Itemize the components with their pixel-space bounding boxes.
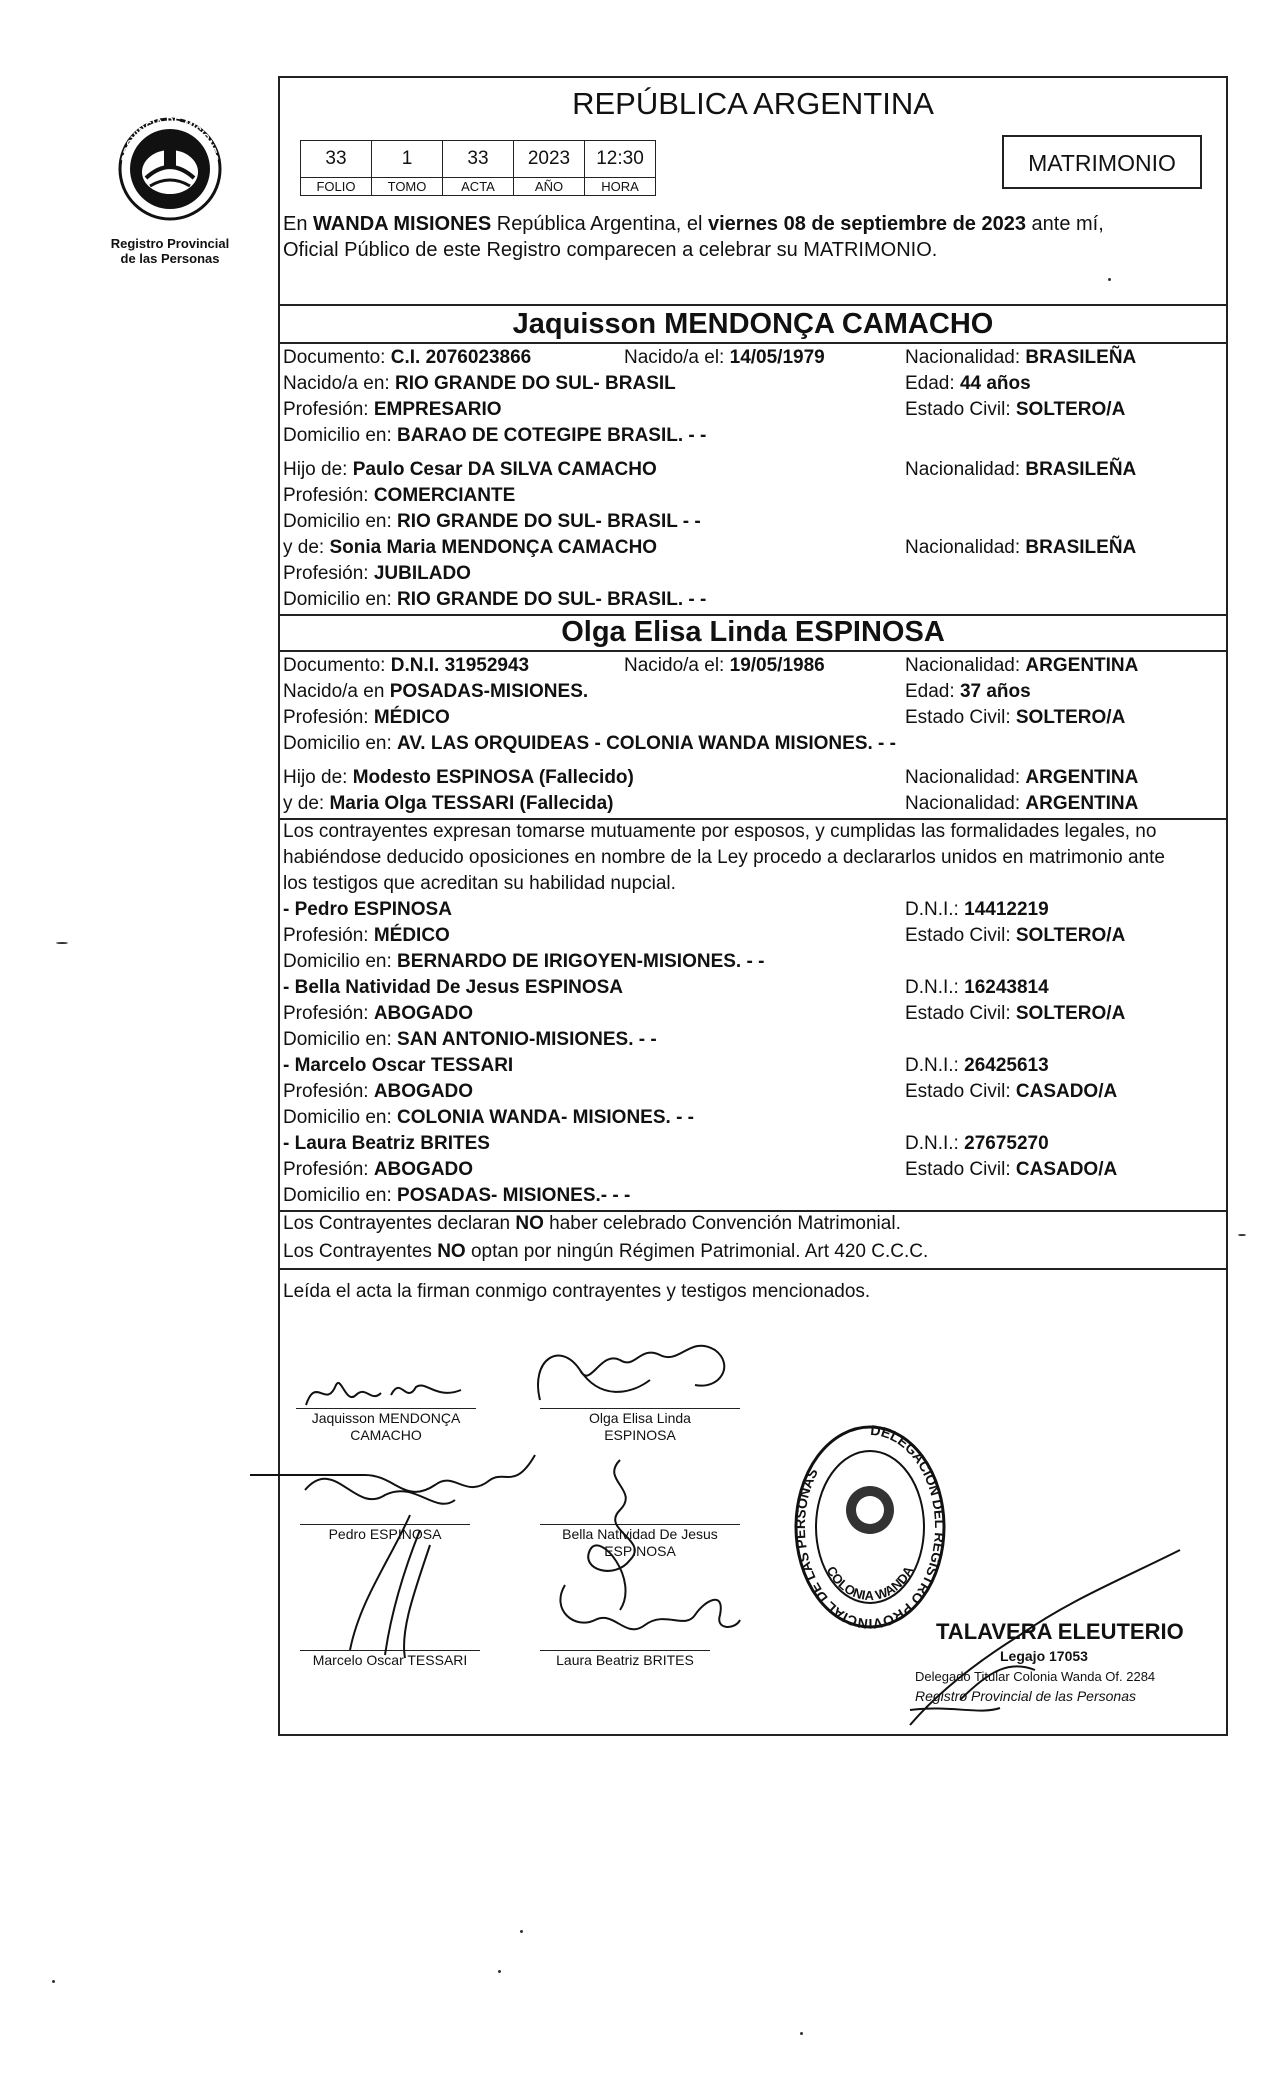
spouse1-mother-domicile: Domicilio en: RIO GRANDE DO SUL- BRASIL. - -: [283, 589, 707, 610]
witness-2-civil-status: Estado Civil: SOLTERO/A: [905, 1003, 1126, 1024]
spouse2-domicile: Domicilio en: AV. LAS ORQUIDEAS - COLONIA WANDA MISIONES. - -: [283, 733, 896, 754]
spouse2-birthdate: Nacido/a el: 19/05/1986: [624, 655, 825, 676]
spouse2-civil-status: Estado Civil: SOLTERO/A: [905, 707, 1126, 728]
spouse1-mother-nationality: Nacionalidad: BRASILEÑA: [905, 537, 1137, 558]
spouse1-mother: y de: Sonia Maria MENDONÇA CAMACHO: [283, 537, 658, 558]
spouse1-domicile: Domicilio en: BARAO DE COTEGIPE BRASIL. - -: [283, 425, 707, 446]
spouse2-age: Edad: 37 años: [905, 681, 1031, 702]
witness-3-profession: Profesión: ABOGADO: [283, 1081, 474, 1102]
witness-4-dni: D.N.I.: 27675270: [905, 1133, 1049, 1154]
scan-speck: [52, 1980, 55, 1983]
witness-2-domicile: Domicilio en: SAN ANTONIO-MISIONES. - -: [283, 1029, 657, 1050]
registry-table: [300, 140, 656, 196]
declaration-line-2: habiéndose deducido oposiciones en nombre de la Ley procedo a declararlos unidos en matrimonio ante: [283, 847, 1165, 868]
witness-1-profession: Profesión: MÉDICO: [283, 925, 450, 946]
note-regime: Los Contrayentes NO optan por ningún Régimen Patrimonial. Art 420 C.C.C.: [283, 1241, 929, 1262]
signature-witness3-scribble: [330, 1510, 450, 1660]
scan-speck: [1108, 278, 1111, 281]
spouse2-name: Olga Elisa Linda ESPINOSA: [561, 616, 945, 648]
signature-witness4-scribble: [545, 1570, 745, 1650]
spouse2-mother: y de: Maria Olga TESSARI (Fallecida): [283, 793, 614, 814]
divider: [278, 342, 1228, 344]
spouse1-father-profession: Profesión: COMERCIANTE: [283, 485, 516, 506]
witness-1-civil-status: Estado Civil: SOLTERO/A: [905, 925, 1126, 946]
spouse1-father: Hijo de: Paulo Cesar DA SILVA CAMACHO: [283, 459, 657, 480]
witness-3-name: - Marcelo Oscar TESSARI: [283, 1055, 514, 1076]
intro-line-2: Oficial Público de este Registro comparecen a celebrar su MATRIMONIO.: [283, 239, 938, 261]
spouse2-father: Hijo de: Modesto ESPINOSA (Fallecido): [283, 767, 634, 788]
spouse1-name: Jaquisson MENDONÇA CAMACHO: [512, 308, 994, 340]
divider: [278, 304, 1228, 306]
scan-speck: [498, 1970, 501, 1973]
witness-1-domicile: Domicilio en: BERNARDO DE IRIGOYEN-MISIONES. - -: [283, 951, 765, 972]
witness-4-civil-status: Estado Civil: CASADO/A: [905, 1159, 1118, 1180]
tomo-value: 1: [372, 141, 443, 178]
witness-4-profession: Profesión: ABOGADO: [283, 1159, 474, 1180]
witness-3-dni: D.N.I.: 26425613: [905, 1055, 1049, 1076]
signature-spouse2-scribble: [520, 1330, 750, 1420]
closing-statement: Leída el acta la firman conmigo contrayentes y testigos mencionados.: [283, 1281, 871, 1302]
spouse1-nationality: Nacionalidad: BRASILEÑA: [905, 347, 1137, 368]
provincial-seal-logo: [110, 104, 230, 239]
signature-spouse2-label: Olga Elisa Linda ESPINOSA: [589, 1410, 691, 1443]
spouse1-profession: Profesión: EMPRESARIO: [283, 399, 502, 420]
spouse1-father-nationality: Nacionalidad: BRASILEÑA: [905, 459, 1137, 480]
spouse2-birthplace: Nacido/a en POSADAS-MISIONES.: [283, 681, 589, 702]
spouse1-birthdate: Nacido/a el: 14/05/1979: [624, 347, 825, 368]
anio-value: 2023: [514, 141, 585, 178]
witness-1-dni: D.N.I.: 14412219: [905, 899, 1049, 920]
note-convention: Los Contrayentes declaran NO haber celebrado Convención Matrimonial.: [283, 1213, 901, 1234]
divider: [278, 650, 1228, 652]
officer-registry: Registro Provincial de las Personas: [915, 1688, 1136, 1704]
svg-text:DELEGACION DEL REGISTRO PROVIN: DELEGACION DEL REGISTRO PROVINCIAL DE LAS PERSONAS: [791, 1421, 949, 1633]
signature-spouse1-label: Jaquisson MENDONÇA CAMACHO: [311, 1410, 461, 1443]
declaration-line-1: Los contrayentes expresan tomarse mutuamente por esposos, y cumplidas las formalidades legales, no: [283, 821, 1157, 842]
divider: [278, 1268, 1228, 1270]
officer-name: TALAVERA ELEUTERIO: [936, 1619, 1184, 1644]
acta-value: 33: [443, 141, 514, 178]
witness-3-domicile: Domicilio en: COLONIA WANDA- MISIONES. - -: [283, 1107, 694, 1128]
spouse2-document: Documento: D.N.I. 31952943: [283, 655, 530, 676]
signature-witness1-label: Pedro ESPINOSA: [328, 1526, 442, 1542]
witness-2-dni: D.N.I.: 16243814: [905, 977, 1049, 998]
anio-label: AÑO: [514, 178, 585, 196]
witness-4-name: - Laura Beatriz BRITES: [283, 1133, 490, 1154]
signature-spouse1-scribble: [296, 1365, 476, 1415]
spouse1-civil-status: Estado Civil: SOLTERO/A: [905, 399, 1126, 420]
svg-text:PROVINCIA DE MISIONES: PROVINCIA DE MISIONES: [120, 115, 220, 163]
hora-value: 12:30: [585, 141, 656, 178]
spouse1-birthplace: Nacido/a en: RIO GRANDE DO SUL- BRASIL: [283, 373, 676, 394]
spouse2-nationality: Nacionalidad: ARGENTINA: [905, 655, 1139, 676]
acta-label: ACTA: [443, 178, 514, 196]
scan-speck: [1238, 1234, 1246, 1236]
spouse1-father-domicile: Domicilio en: RIO GRANDE DO SUL- BRASIL - -: [283, 511, 701, 532]
witness-2-name: - Bella Natividad De Jesus ESPINOSA: [283, 977, 624, 998]
scan-speck: [520, 1930, 523, 1933]
signature-line: [540, 1650, 710, 1651]
witness-1-name: - Pedro ESPINOSA: [283, 899, 452, 920]
officer-legajo: Legajo 17053: [1000, 1648, 1088, 1664]
spouse1-document: Documento: C.I. 2076023866: [283, 347, 532, 368]
document-type-box: MATRIMONIO: [1002, 135, 1202, 189]
intro-line-1: En WANDA MISIONES República Argentina, el viernes 08 de septiembre de 2023 ante mí,: [283, 213, 1104, 235]
officer-role: Delegado Titular Colonia Wanda Of. 2284: [915, 1669, 1156, 1684]
witness-4-domicile: Domicilio en: POSADAS- MISIONES.- - -: [283, 1185, 631, 1206]
spouse2-mother-nationality: Nacionalidad: ARGENTINA: [905, 793, 1139, 814]
signature-witness4-label: Laura Beatriz BRITES: [556, 1652, 694, 1668]
svg-text:COLONIA WANDA: COLONIA WANDA: [823, 1563, 917, 1604]
spouse2-profession: Profesión: MÉDICO: [283, 707, 450, 728]
witness-3-civil-status: Estado Civil: CASADO/A: [905, 1081, 1118, 1102]
declaration-line-3: los testigos que acreditan su habilidad nupcial.: [283, 873, 676, 894]
hora-label: HORA: [585, 178, 656, 196]
folio-label: FOLIO: [301, 178, 372, 196]
tomo-label: TOMO: [372, 178, 443, 196]
scan-speck: [800, 2032, 803, 2035]
spouse1-mother-profession: Profesión: JUBILADO: [283, 563, 471, 584]
witness-2-profession: Profesión: ABOGADO: [283, 1003, 474, 1024]
signature-witness2-label: Bella Natividad De Jesus ESPINOSA: [562, 1526, 718, 1559]
logo-caption: Registro Provincial de las Personas: [110, 236, 230, 266]
page-title: REPÚBLICA ARGENTINA: [572, 86, 934, 121]
folio-value: 33: [301, 141, 372, 178]
scan-speck: [56, 942, 68, 944]
signature-witness3-label: Marcelo Oscar TESSARI: [312, 1652, 468, 1668]
spouse1-age: Edad: 44 años: [905, 373, 1031, 394]
spouse2-father-nationality: Nacionalidad: ARGENTINA: [905, 767, 1139, 788]
